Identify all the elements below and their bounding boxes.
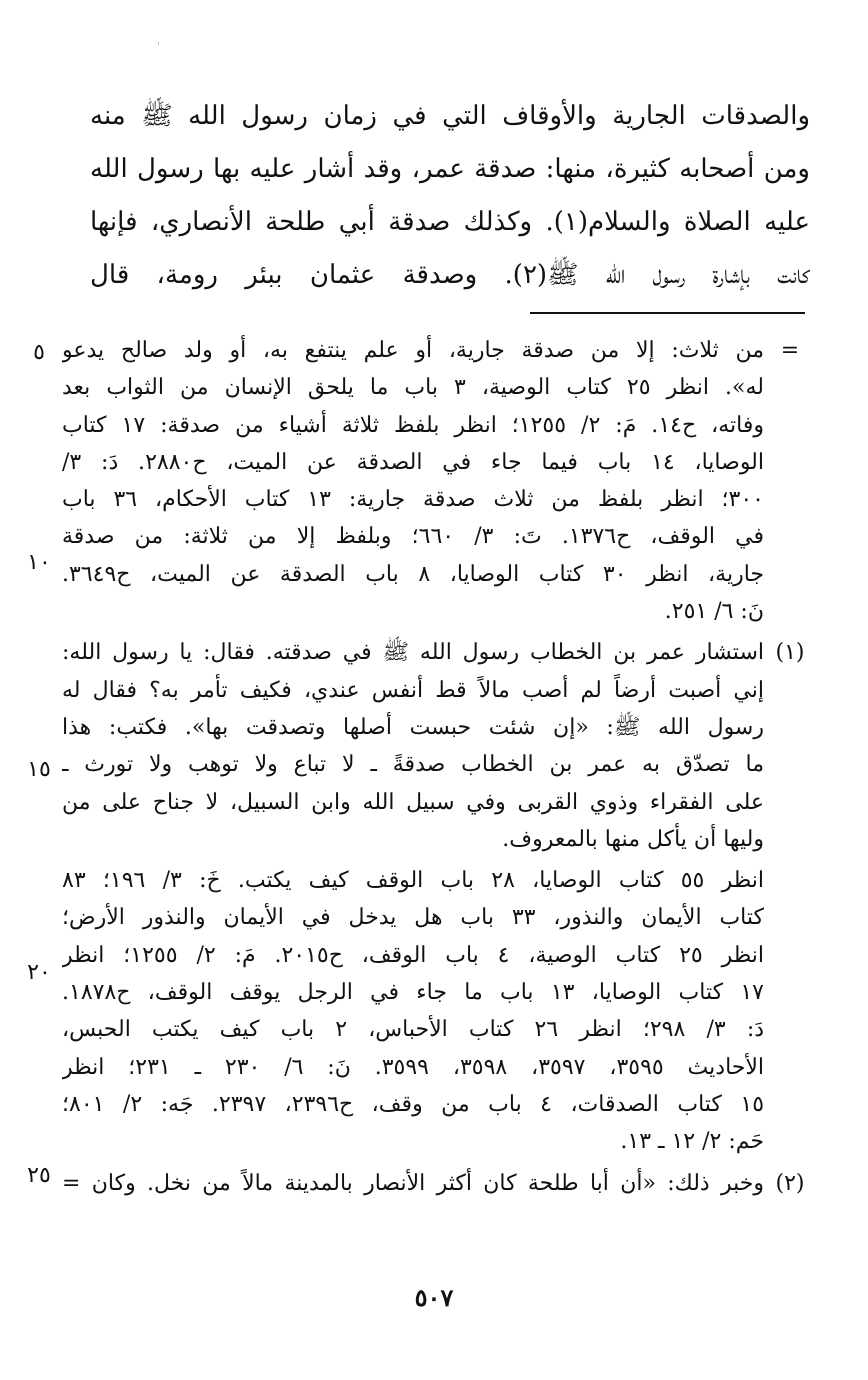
footnote-line: رسول الله ﷺ: «إن شئت حبست أصلها وتصدقت بها». فكتب: هذا (62, 714, 764, 740)
footnote-line: انظر ٥٥ كتاب الوصايا، ٢٨ باب الوقف كيف يكتب. خَ: ٣/ ١٩٦؛ ٨٣ (62, 868, 764, 894)
footnote-line: ما تصدّق به عمر بن الخطاب صدقةً ـ لا تباع ولا توهب ولا تورث ـ (62, 752, 764, 778)
footnote-1-references (62, 862, 810, 1160)
line-number: ٥ (33, 340, 45, 365)
footnote-line: انظر ٢٥ كتاب الوصية، ٤ باب الوقف، ح٢٠١٥. مَ: ٢/ ١٢٥٥؛ انظر (62, 942, 764, 968)
footnote-line: جارية، انظر ٣٠ كتاب الوصايا، ٨ باب الصدقة عن الميت، ح٣٦٤٩. (62, 561, 764, 587)
footnotes (62, 332, 810, 1206)
footnote-line: كتاب الأيمان والنذور، ٣٣ باب هل يدخل في الأيمان والنذور الأرض؛ (62, 905, 764, 931)
footnote-line: وليها أن يأكل منها بالمعروف. (502, 826, 764, 852)
footnote-line: دَ: ٣/ ٢٩٨؛ انظر ٢٦ كتاب الأحباس، ٢ باب كيف يكتب الحبس، (62, 1017, 764, 1043)
footnote-line: إني أصبت أرضاً لم أصب مالاً قط أنفس عندي، فكيف تأمر به؟ فقال له (62, 677, 764, 703)
footnote-line: وفاته، ح١٤. مَ: ٢/ ١٢٥٥؛ انظر بلفظ ثلاثة أشياء من صدقة: ١٧ كتاب (62, 412, 764, 438)
footnote-mark: (١) (775, 640, 805, 666)
footnote-line: وخبر ذلك: «أن أبا طلحة كان أكثر الأنصار بالمدينة مالاً من نخل. وكان = (62, 1170, 764, 1196)
main-text-line: عليه الصلاة والسلام(١). وكذلك صدقة أبي طلحة الأنصاري، فإنها (90, 207, 810, 237)
footnote-line: ١٥ كتاب الصدقات، ٤ باب من وقف، ح٢٣٩٦، ٢٣٩٧. جَه: ٢/ ٨٠١؛ (62, 1091, 764, 1117)
footnote-mark: (٢) (775, 1170, 805, 1196)
footnote-line: استشار عمر بن الخطاب رسول الله ﷺ في صدقته. فقال: يا رسول الله: (62, 640, 764, 666)
footnote-line: ٣٠٠؛ انظر بلفظ من ثلاث صدقة جارية: ١٣ كتاب الأحكام، ٣٦ باب (62, 487, 764, 513)
footnote-line: نَ: ٦/ ٢٥١. (664, 599, 764, 625)
main-text-line: والصدقات الجارية والأوقاف التي في زمان رسول الله ﷺ منه (90, 101, 810, 131)
footnote-line: الأحاديث ٣٥٩٥، ٣٥٩٧، ٣٥٩٨، ٣٥٩٩. نَ: ٦/ ٢٣٠ ـ ٢٣١؛ انظر (62, 1054, 764, 1080)
footnote-line: له». انظر ٢٥ كتاب الوصية، ٣ باب ما يلحق الإنسان من الثواب بعد (62, 375, 764, 401)
footnote-line: على الفقراء وذوي القربى وفي سبيل الله وابن السبيل، لا جناح على من (62, 789, 764, 815)
footnote-line: حَم: ٢/ ١٢ ـ ١٣. (620, 1129, 764, 1155)
footnote-line: من ثلاث: إلا من صدقة جارية، أو علم ينتفع به، أو ولد صالح يدعو (62, 338, 764, 363)
footnote-mark: = (780, 338, 800, 363)
footnote-2 (62, 1165, 810, 1202)
page-number: ٥٠٧ (414, 1283, 454, 1312)
line-number: ١٥ (27, 757, 51, 782)
footnote-line: ١٧ كتاب الوصايا، ١٣ باب ما جاء في الرجل يوقف الوقف، ح١٨٧٨. (62, 980, 764, 1006)
footnote-line: الوصايا، ١٤ باب فيما جاء في الصدقة عن الميت، ح٢٨٨٠. دَ: ٣/ (62, 449, 764, 475)
line-number: ١٠ (27, 550, 51, 575)
main-text-line: ومن أصحابه كثيرة، منها: صدقة عمر، وقد أشار عليه بها رسول الله (90, 154, 810, 184)
line-number: ٢٠ (27, 960, 51, 985)
scan-speck: ˈ (157, 42, 160, 53)
footnote-line: في الوقف، ح١٣٧٦. تَ: ٣/ ٦٦٠؛ وبلفظ إلا من ثلاثة: من صدقة (62, 524, 764, 550)
line-number: ٢٥ (27, 1163, 51, 1188)
footnote-1 (62, 634, 810, 858)
main-text-line: كانت بإشارة رسول الله ﷺ(٢). وصدقة عثمان ببئر رومة، قال (90, 260, 810, 290)
footnote-separator (530, 312, 805, 314)
main-text (90, 90, 810, 302)
footnote-continued (62, 332, 810, 630)
